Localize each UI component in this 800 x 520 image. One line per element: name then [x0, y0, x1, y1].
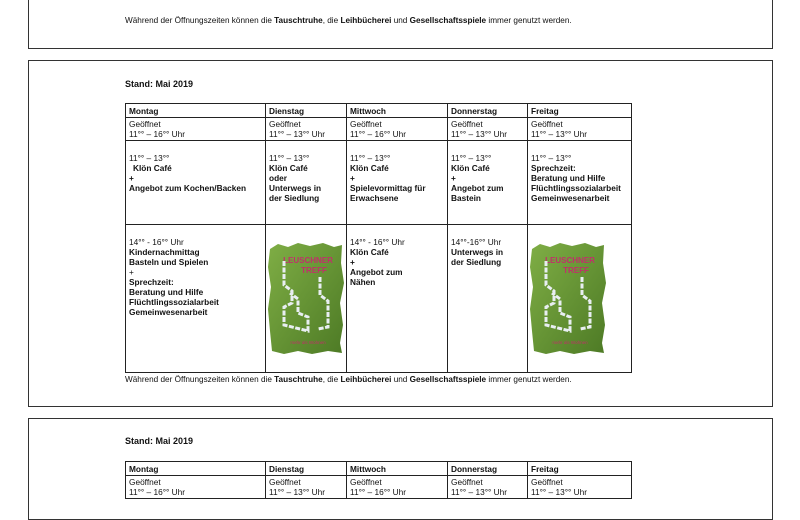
morning-cell-monday: 11°° – 13°° Klön Café + Angebot zum Kochen/Backen — [126, 141, 266, 225]
stand-date: Stand: Mai 2019 — [125, 79, 194, 89]
weekly-schedule-table — [125, 103, 632, 373]
day-header: Montag — [126, 104, 266, 118]
day-header: Dienstag — [266, 104, 347, 118]
opening-cell: Geöffnet 11°° – 13°° Uhr — [448, 118, 528, 141]
footer-note: Während der Öffnungszeiten können die Tauschtruhe, die Leihbücherei und Gesellschaftsspiele immer genutzt werden. — [125, 16, 572, 25]
logo-tagline: mehr als Wohnen — [552, 340, 588, 345]
opening-cell: Geöffnet 11°° – 16°° Uhr — [126, 476, 266, 499]
schedule-panel-bottom — [28, 418, 773, 520]
leuschner-treff-logo — [268, 243, 346, 357]
day-header: Mittwoch — [347, 104, 448, 118]
day-header: Mittwoch — [347, 462, 448, 476]
logo-text-line1: LEUSCHNER — [545, 256, 595, 265]
opening-cell: Geöffnet 11°° – 13°° Uhr — [266, 118, 347, 141]
schedule-panel-top — [28, 0, 773, 49]
opening-cell: Geöffnet 11°° – 16°° Uhr — [347, 476, 448, 499]
footer-note: Während der Öffnungszeiten können die Tauschtruhe, die Leihbücherei und Gesellschaftsspiele immer genutzt werden. — [125, 375, 572, 384]
opening-cell: Geöffnet 11°° – 16°° Uhr — [126, 118, 266, 141]
morning-cell-tuesday: 11°° – 13°° Klön Café oder Unterwegs in der Siedlung — [266, 141, 347, 225]
day-header: Freitag — [528, 462, 632, 476]
logo-cell-tuesday — [266, 225, 347, 373]
logo-text-line2: TREFF — [563, 266, 589, 275]
day-header: Dienstag — [266, 462, 347, 476]
table-stub — [125, 0, 631, 5]
logo-cell-friday — [528, 225, 632, 373]
opening-cell: Geöffnet 11°° – 16°° Uhr — [347, 118, 448, 141]
logo-text-line1: LEUSCHNER — [283, 256, 333, 265]
opening-cell: Geöffnet 11°° – 13°° Uhr — [266, 476, 347, 499]
leuschner-treff-logo — [530, 243, 631, 357]
header-row — [126, 462, 632, 476]
morning-cell-wednesday: 11°° – 13°° Klön Café + Spielevormittag für Erwachsene — [347, 141, 448, 225]
day-header: Freitag — [528, 104, 632, 118]
morning-cell-friday: 11°° – 13°° Sprechzeit: Beratung und Hilfe Flüchtlingssozialarbeit Gemeinwesenarbeit — [528, 141, 632, 225]
opening-cell: Geöffnet 11°° – 13°° Uhr — [528, 118, 632, 141]
afternoon-cell-monday: 14°° - 16°° Uhr Kindernachmittag Basteln und Spielen + Sprechzeit: Beratung und Hilfe Flüchtlingssozialarbeit Gemeinwesenarbeit — [126, 225, 266, 373]
day-header: Montag — [126, 462, 266, 476]
logo-tagline: mehr als Wohnen — [290, 340, 326, 345]
afternoon-cell-wednesday: 14°° - 16°° Uhr Klön Café + Angebot zum Nähen — [347, 225, 448, 373]
opening-cell: Geöffnet 11°° – 13°° Uhr — [448, 476, 528, 499]
morning-row — [126, 141, 632, 225]
day-header: Donnerstag — [448, 104, 528, 118]
weekly-schedule-table — [125, 461, 632, 499]
schedule-panel-main — [28, 60, 773, 407]
opening-row — [126, 476, 632, 499]
day-header: Donnerstag — [448, 462, 528, 476]
morning-cell-thursday: 11°° – 13°° Klön Café + Angebot zum Bastein — [448, 141, 528, 225]
afternoon-row — [126, 225, 632, 373]
stand-date: Stand: Mai 2019 — [125, 436, 194, 446]
afternoon-cell-thursday: 14°°-16°° Uhr Unterwegs in der Siedlung — [448, 225, 528, 373]
logo-text-line2: TREFF — [301, 266, 327, 275]
opening-row — [126, 118, 632, 141]
header-row — [126, 104, 632, 118]
opening-cell: Geöffnet 11°° – 13°° Uhr — [528, 476, 632, 499]
